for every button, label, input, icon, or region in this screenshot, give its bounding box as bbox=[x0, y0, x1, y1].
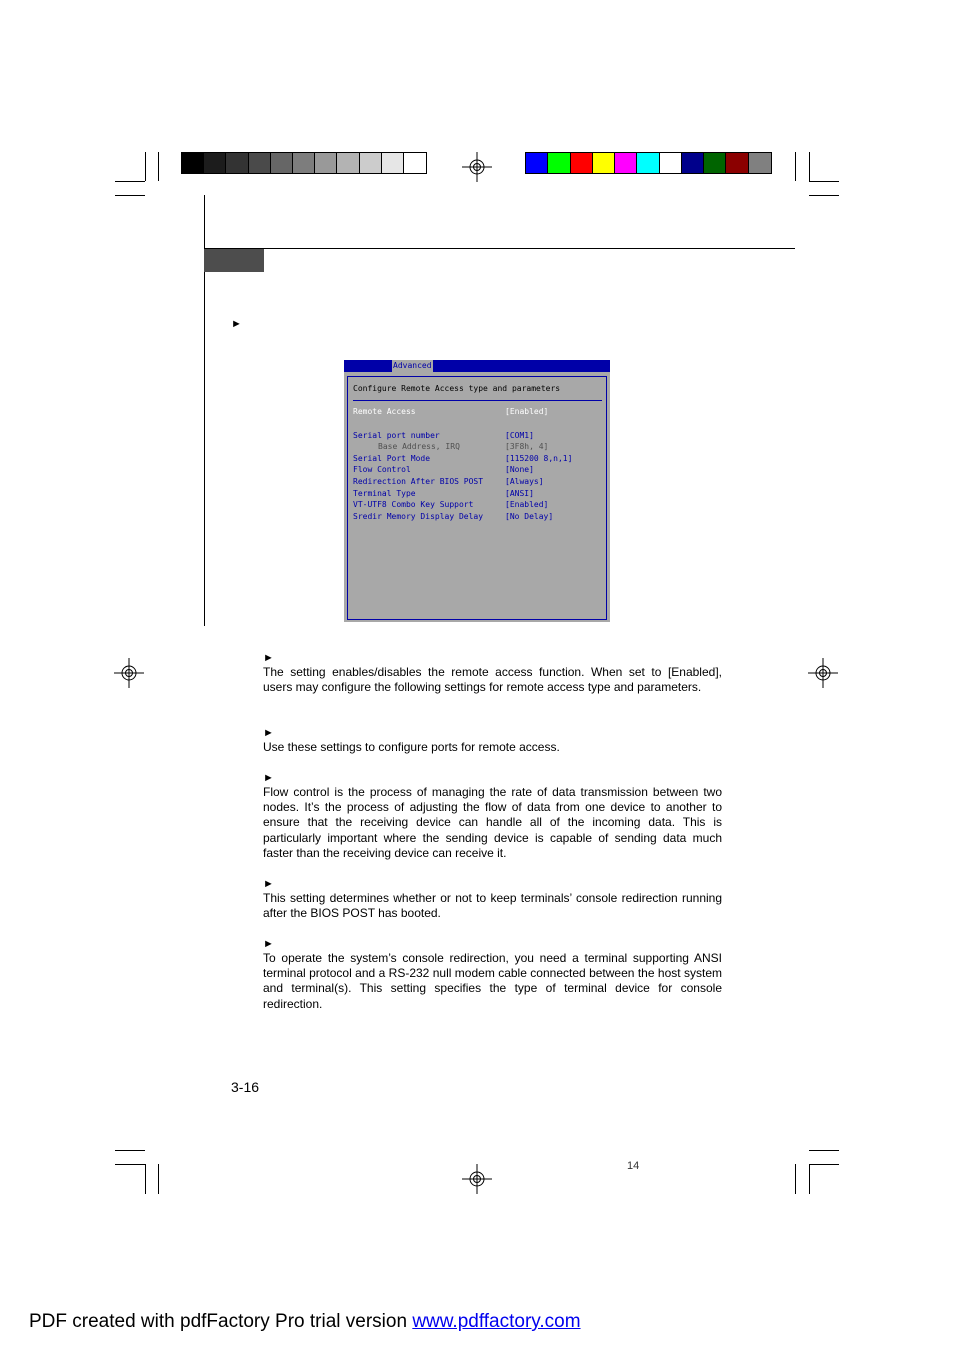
bios-row-label: Base Address, IRQ bbox=[378, 442, 460, 451]
crop-mark bbox=[809, 1150, 839, 1151]
grayscale-bar bbox=[181, 152, 427, 174]
section-serial-port bbox=[263, 726, 722, 755]
crop-mark bbox=[795, 1164, 796, 1194]
bios-row bbox=[353, 431, 440, 440]
color-swatch bbox=[360, 153, 382, 173]
bios-row-value: [Enabled] bbox=[505, 500, 549, 509]
crop-mark bbox=[158, 152, 159, 181]
crop-mark bbox=[809, 181, 839, 182]
section-terminal-type bbox=[263, 937, 722, 1012]
crop-mark bbox=[809, 152, 810, 181]
page-number: 3-16 bbox=[231, 1079, 260, 1095]
footer-text: PDF created with pdfFactory Pro trial version bbox=[29, 1311, 413, 1332]
color-swatch bbox=[404, 153, 426, 173]
bios-row-value: [None] bbox=[505, 465, 534, 474]
bullet-arrow-icon: ► bbox=[263, 727, 274, 739]
bios-row bbox=[353, 489, 416, 498]
bios-row-label: Redirection After BIOS POST bbox=[353, 477, 484, 486]
color-swatch bbox=[682, 153, 704, 173]
bullet-arrow-icon: ► bbox=[263, 938, 274, 950]
bios-row bbox=[353, 442, 460, 451]
section-flow-control bbox=[263, 771, 722, 861]
crop-mark bbox=[809, 195, 839, 196]
bios-row bbox=[353, 512, 483, 521]
bios-row bbox=[353, 477, 483, 486]
color-swatch bbox=[271, 153, 293, 173]
bios-row-value: [COM1] bbox=[505, 431, 534, 440]
bios-row-label: Remote Access bbox=[353, 407, 416, 416]
section-text: Use these settings to configure ports for remote access. bbox=[263, 740, 560, 754]
color-swatch bbox=[526, 153, 548, 173]
registration-mark-icon bbox=[114, 658, 144, 688]
bios-screenshot bbox=[344, 360, 610, 622]
header-rule bbox=[204, 248, 795, 249]
bios-row-label: VT-UTF8 Combo Key Support bbox=[353, 500, 474, 509]
crop-mark bbox=[145, 152, 146, 181]
bullet-arrow-icon: ► bbox=[263, 772, 274, 784]
bios-row bbox=[353, 500, 473, 509]
bios-row-label: Serial Port Mode bbox=[353, 454, 431, 463]
bios-row-value: [3F8h, 4] bbox=[505, 442, 549, 451]
footer-link[interactable]: www.pdffactory.com bbox=[412, 1311, 581, 1332]
bios-heading: Configure Remote Access type and parameters bbox=[353, 384, 561, 393]
bios-row-value: [No Delay] bbox=[505, 512, 554, 521]
bios-row-value: [ANSI] bbox=[505, 489, 534, 498]
color-swatch bbox=[637, 153, 659, 173]
color-swatch bbox=[382, 153, 404, 173]
crop-mark bbox=[795, 152, 796, 181]
color-swatch bbox=[548, 153, 570, 173]
color-swatch bbox=[226, 153, 248, 173]
crop-mark bbox=[809, 1164, 810, 1194]
section-text: Flow control is the process of managing the rate of data transmission between two nodes. It’s the process of adjusting the flow of data from one device to another to ensure that the receiving device can handle all of the incoming data. This is particularly important where the sending device is capable of sending data much faster than the receiving device can receive it. bbox=[263, 785, 722, 860]
color-bar bbox=[525, 152, 772, 174]
registration-mark-icon bbox=[808, 658, 838, 688]
color-swatch bbox=[249, 153, 271, 173]
crop-mark bbox=[145, 1164, 146, 1194]
bios-divider bbox=[353, 400, 602, 401]
bios-row-value: [Always] bbox=[505, 477, 544, 486]
bios-row-label: Terminal Type bbox=[353, 489, 416, 498]
color-swatch bbox=[749, 153, 771, 173]
color-swatch bbox=[726, 153, 748, 173]
color-swatch bbox=[660, 153, 682, 173]
section-text: The setting enables/disables the remote access function. When set to [Enabled], users may configure the following settings for remote access type and parameters. bbox=[263, 665, 722, 695]
crop-mark bbox=[115, 195, 145, 196]
crop-mark bbox=[115, 1164, 145, 1165]
color-swatch bbox=[315, 153, 337, 173]
crop-mark bbox=[115, 1150, 145, 1151]
registration-mark-icon bbox=[462, 152, 492, 182]
color-swatch bbox=[204, 153, 226, 173]
section-text: To operate the system’s console redirection, you need a terminal supporting ANSI terminal protocol and a RS-232 null modem cable connected between the host system and terminal(s). This setting specifies the type of terminal device for console redirection. bbox=[263, 951, 722, 1011]
color-swatch bbox=[615, 153, 637, 173]
pdf-footer bbox=[29, 1311, 581, 1333]
bios-row bbox=[353, 465, 411, 474]
bios-row-label: Sredir Memory Display Delay bbox=[353, 512, 484, 521]
color-swatch bbox=[337, 153, 359, 173]
bios-tab-advanced: Advanced bbox=[393, 361, 432, 370]
color-swatch bbox=[704, 153, 726, 173]
bios-row bbox=[353, 454, 430, 463]
bios-row-value: [115200 8,n,1] bbox=[505, 454, 573, 463]
bullet-arrow-icon: ► bbox=[263, 652, 274, 664]
bios-row-value: [Enabled] bbox=[505, 407, 549, 416]
registration-mark-icon bbox=[462, 1164, 492, 1194]
bios-row bbox=[353, 407, 416, 416]
section-remote-access bbox=[263, 651, 722, 695]
bios-row-label: Serial port number bbox=[353, 431, 440, 440]
bullet-arrow-icon: ► bbox=[231, 318, 242, 330]
crop-mark bbox=[115, 181, 145, 182]
section-redirection bbox=[263, 877, 722, 921]
page-marker: 14 bbox=[627, 1160, 640, 1172]
color-swatch bbox=[293, 153, 315, 173]
bios-row-label: Flow Control bbox=[353, 465, 411, 474]
bullet-arrow-icon: ► bbox=[263, 878, 274, 890]
chapter-tab-block bbox=[204, 249, 264, 272]
color-swatch bbox=[571, 153, 593, 173]
color-swatch bbox=[593, 153, 615, 173]
crop-mark bbox=[809, 1164, 839, 1165]
crop-mark bbox=[158, 1164, 159, 1194]
section-text: This setting determines whether or not to keep terminals’ console redirection running after the BIOS POST has booted. bbox=[263, 891, 722, 921]
color-swatch bbox=[182, 153, 204, 173]
bios-title-bar bbox=[344, 360, 610, 372]
